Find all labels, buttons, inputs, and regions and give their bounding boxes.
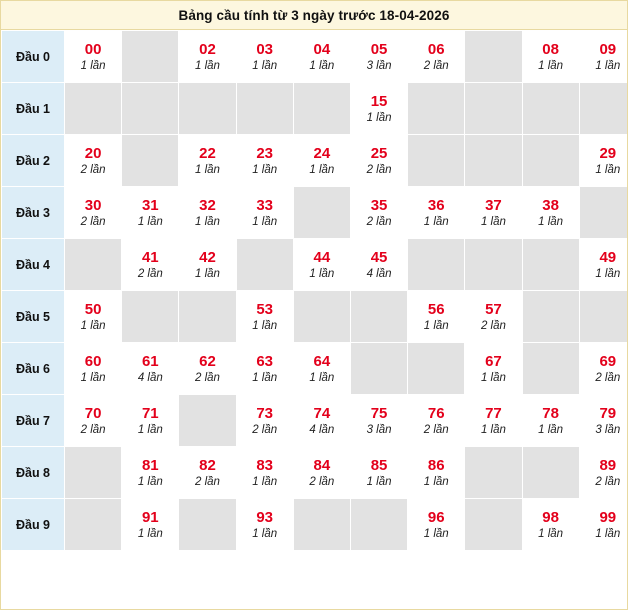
table-row [2,187,628,239]
number-count: 2 lần [309,475,335,488]
number-count: 1 lần [137,215,163,228]
number-value: 77 [485,404,502,422]
number-value: 82 [199,456,216,474]
number-value: 41 [141,248,159,266]
number-value: 29 [599,144,617,162]
number-value: 85 [370,456,388,474]
empty-cell [522,135,579,187]
number-value: 08 [542,40,559,58]
number-cell[interactable] [65,187,122,239]
number-cell[interactable] [236,499,293,551]
number-count: 1 lần [137,475,163,488]
number-count: 2 lần [195,371,220,384]
number-value: 73 [256,404,273,422]
number-cell[interactable] [408,187,465,239]
number-count: 1 lần [538,527,564,540]
number-value: 75 [370,404,388,422]
number-cell[interactable] [579,499,628,551]
number-count: 1 lần [538,215,564,228]
number-cell[interactable] [122,187,179,239]
number-value: 93 [256,508,273,526]
number-value: 62 [199,352,216,370]
number-count: 1 lần [252,527,278,540]
number-value: 56 [427,300,445,318]
number-cell[interactable] [408,395,465,447]
number-count: 1 lần [195,267,220,280]
number-cell[interactable] [65,343,122,395]
number-cell[interactable] [293,447,350,499]
number-cell[interactable] [179,343,236,395]
table-row [2,239,628,291]
number-count: 2 lần [195,475,220,488]
number-value: 89 [599,456,617,474]
number-count: 1 lần [309,59,335,72]
empty-cell [465,499,522,551]
empty-cell [122,291,179,343]
number-cell[interactable] [465,291,522,343]
empty-cell [179,291,236,343]
number-cell[interactable] [122,239,179,291]
empty-cell [522,291,579,343]
number-value: 63 [256,352,273,370]
number-cell[interactable] [350,83,407,135]
number-value: 04 [313,40,331,58]
row-header-5: Đầu 5 [2,291,65,343]
number-value: 84 [313,456,331,474]
row-header-6: Đầu 6 [2,343,65,395]
empty-cell [65,239,122,291]
number-value: 30 [84,196,102,214]
number-count: 2 lần [423,423,449,436]
number-count: 1 lần [195,59,220,72]
number-count: 2 lần [595,371,621,384]
number-value: 86 [427,456,445,474]
number-count: 1 lần [309,163,335,176]
number-cell[interactable] [579,395,628,447]
number-cell[interactable] [236,447,293,499]
number-cell[interactable] [579,135,628,187]
number-count: 1 lần [595,59,621,72]
number-cell[interactable] [236,31,293,83]
row-header-8: Đầu 8 [2,447,65,499]
number-value: 06 [427,40,445,58]
number-cell[interactable] [179,239,236,291]
number-value: 76 [427,404,445,422]
table-row [2,135,628,187]
number-value: 64 [313,352,331,370]
empty-cell [122,31,179,83]
number-count: 4 lần [137,371,163,384]
number-value: 32 [199,196,216,214]
number-count: 2 lần [366,163,392,176]
number-value: 53 [256,300,273,318]
number-count: 1 lần [480,371,506,384]
table-row [2,291,628,343]
number-count: 1 lần [252,371,278,384]
number-value: 79 [599,404,617,422]
empty-cell [465,135,522,187]
table-row [2,31,628,83]
empty-cell [408,343,465,395]
number-cell[interactable] [236,343,293,395]
empty-cell [65,447,122,499]
number-cell[interactable] [408,291,465,343]
empty-cell [579,291,628,343]
number-count: 2 lần [423,59,449,72]
number-cell[interactable] [65,135,122,187]
number-count: 1 lần [252,59,278,72]
empty-cell [293,187,350,239]
table-title-bar [1,1,627,30]
number-count: 3 lần [366,59,392,72]
number-count: 1 lần [252,215,278,228]
number-count: 1 lần [137,423,163,436]
number-cell[interactable] [579,31,628,83]
number-value: 70 [84,404,102,422]
number-count: 1 lần [309,267,335,280]
number-value: 57 [485,300,502,318]
number-value: 49 [599,248,617,266]
empty-cell [408,239,465,291]
number-value: 42 [199,248,216,266]
number-cell[interactable] [122,395,179,447]
number-cell[interactable] [522,395,579,447]
row-header-2: Đầu 2 [2,135,65,187]
number-count: 2 lần [137,267,163,280]
empty-cell [522,83,579,135]
empty-cell [65,499,122,551]
row-header-1: Đầu 1 [2,83,65,135]
number-cell[interactable] [293,239,350,291]
empty-cell [122,83,179,135]
empty-cell [293,499,350,551]
empty-cell [465,31,522,83]
row-header-9: Đầu 9 [2,499,65,551]
number-cell[interactable] [522,187,579,239]
number-value: 67 [485,352,502,370]
number-value: 33 [256,196,273,214]
number-cell[interactable] [236,135,293,187]
number-cell[interactable] [236,291,293,343]
empty-cell [236,239,293,291]
number-cell[interactable] [408,31,465,83]
number-cell[interactable] [65,291,122,343]
empty-cell [579,83,628,135]
number-value: 81 [141,456,159,474]
head-frequency-table [1,30,628,551]
number-value: 15 [370,92,388,110]
number-count: 1 lần [595,163,621,176]
number-cell[interactable] [293,135,350,187]
empty-cell [408,83,465,135]
empty-cell [65,83,122,135]
number-count: 2 lần [80,215,106,228]
number-value: 25 [370,144,388,162]
number-value: 23 [256,144,273,162]
number-cell[interactable] [350,135,407,187]
number-cell[interactable] [465,343,522,395]
number-cell[interactable] [236,187,293,239]
number-value: 22 [199,144,216,162]
number-cell[interactable] [350,447,407,499]
number-cell[interactable] [179,187,236,239]
number-count: 1 lần [309,371,335,384]
number-count: 1 lần [195,163,220,176]
number-cell[interactable] [236,395,293,447]
number-count: 1 lần [80,59,106,72]
empty-cell [122,135,179,187]
empty-cell [522,343,579,395]
number-value: 02 [199,40,216,58]
empty-cell [522,239,579,291]
number-value: 44 [313,248,331,266]
number-count: 1 lần [366,475,392,488]
number-count: 2 lần [595,475,621,488]
number-value: 31 [141,196,159,214]
number-cell[interactable] [293,395,350,447]
number-count: 1 lần [80,371,106,384]
table-row [2,343,628,395]
number-cell[interactable] [293,31,350,83]
number-cell[interactable] [122,447,179,499]
number-cell[interactable] [179,31,236,83]
number-count: 1 lần [423,319,449,332]
number-value: 96 [427,508,445,526]
number-count: 2 lần [366,215,392,228]
number-value: 98 [542,508,559,526]
number-count: 1 lần [423,215,449,228]
number-count: 1 lần [252,319,278,332]
number-cell[interactable] [350,395,407,447]
number-cell[interactable] [579,343,628,395]
number-value: 45 [370,248,388,266]
number-value: 71 [141,404,159,422]
number-value: 35 [370,196,388,214]
row-header-4: Đầu 4 [2,239,65,291]
number-value: 69 [599,352,617,370]
number-count: 3 lần [366,423,392,436]
number-value: 78 [542,404,559,422]
table-row [2,395,628,447]
number-cell[interactable] [122,499,179,551]
number-count: 4 lần [366,267,392,280]
number-cell[interactable] [465,187,522,239]
number-count: 1 lần [538,423,564,436]
empty-cell [179,83,236,135]
empty-cell [465,239,522,291]
number-cell[interactable] [350,239,407,291]
number-value: 83 [256,456,273,474]
number-count: 1 lần [538,59,564,72]
number-cell[interactable] [65,395,122,447]
number-count: 1 lần [480,215,506,228]
empty-cell [350,291,407,343]
number-count: 1 lần [80,319,106,332]
number-cell[interactable] [579,239,628,291]
number-value: 37 [485,196,502,214]
number-value: 00 [84,40,102,58]
number-value: 09 [599,40,617,58]
number-cell[interactable] [465,395,522,447]
empty-cell [179,395,236,447]
empty-cell [465,83,522,135]
table-row [2,447,628,499]
number-value: 91 [141,508,159,526]
number-value: 50 [84,300,102,318]
row-header-7: Đầu 7 [2,395,65,447]
row-header-3: Đầu 3 [2,187,65,239]
number-cell[interactable] [65,31,122,83]
number-count: 4 lần [309,423,335,436]
empty-cell [350,343,407,395]
empty-cell [350,499,407,551]
number-cell[interactable] [579,447,628,499]
number-cell[interactable] [522,499,579,551]
number-count: 2 lần [80,163,106,176]
number-value: 61 [141,352,159,370]
number-cell[interactable] [408,447,465,499]
number-count: 1 lần [423,475,449,488]
number-cell[interactable] [179,135,236,187]
number-count: 1 lần [595,267,621,280]
number-cell[interactable] [293,343,350,395]
number-cell[interactable] [350,31,407,83]
number-cell[interactable] [122,343,179,395]
number-value: 38 [542,196,559,214]
number-count: 2 lần [480,319,506,332]
number-cell[interactable] [179,447,236,499]
number-value: 24 [313,144,331,162]
number-cell[interactable] [522,31,579,83]
number-value: 60 [84,352,102,370]
number-value: 03 [256,40,273,58]
row-header-0: Đầu 0 [2,31,65,83]
table-body [2,31,628,551]
number-count: 1 lần [366,111,392,124]
empty-cell [179,499,236,551]
number-count: 1 lần [137,527,163,540]
table-row [2,83,628,135]
number-value: 20 [84,144,102,162]
empty-cell [522,447,579,499]
empty-cell [408,135,465,187]
number-count: 1 lần [595,527,621,540]
number-cell[interactable] [350,187,407,239]
table-row [2,499,628,551]
page-title: Bảng cầu tính từ 3 ngày trước 18-04-2026 [178,7,450,23]
number-count: 3 lần [595,423,621,436]
number-count: 1 lần [423,527,449,540]
empty-cell [465,447,522,499]
number-count: 1 lần [252,163,278,176]
number-count: 1 lần [195,215,220,228]
number-value: 05 [370,40,388,58]
number-count: 2 lần [80,423,106,436]
empty-cell [293,83,350,135]
empty-cell [579,187,628,239]
number-cell[interactable] [408,499,465,551]
number-count: 2 lần [252,423,278,436]
empty-cell [236,83,293,135]
number-value: 74 [313,404,331,422]
number-count: 1 lần [252,475,278,488]
number-value: 36 [427,196,445,214]
number-value: 99 [599,508,617,526]
empty-cell [293,291,350,343]
number-count: 1 lần [480,423,506,436]
